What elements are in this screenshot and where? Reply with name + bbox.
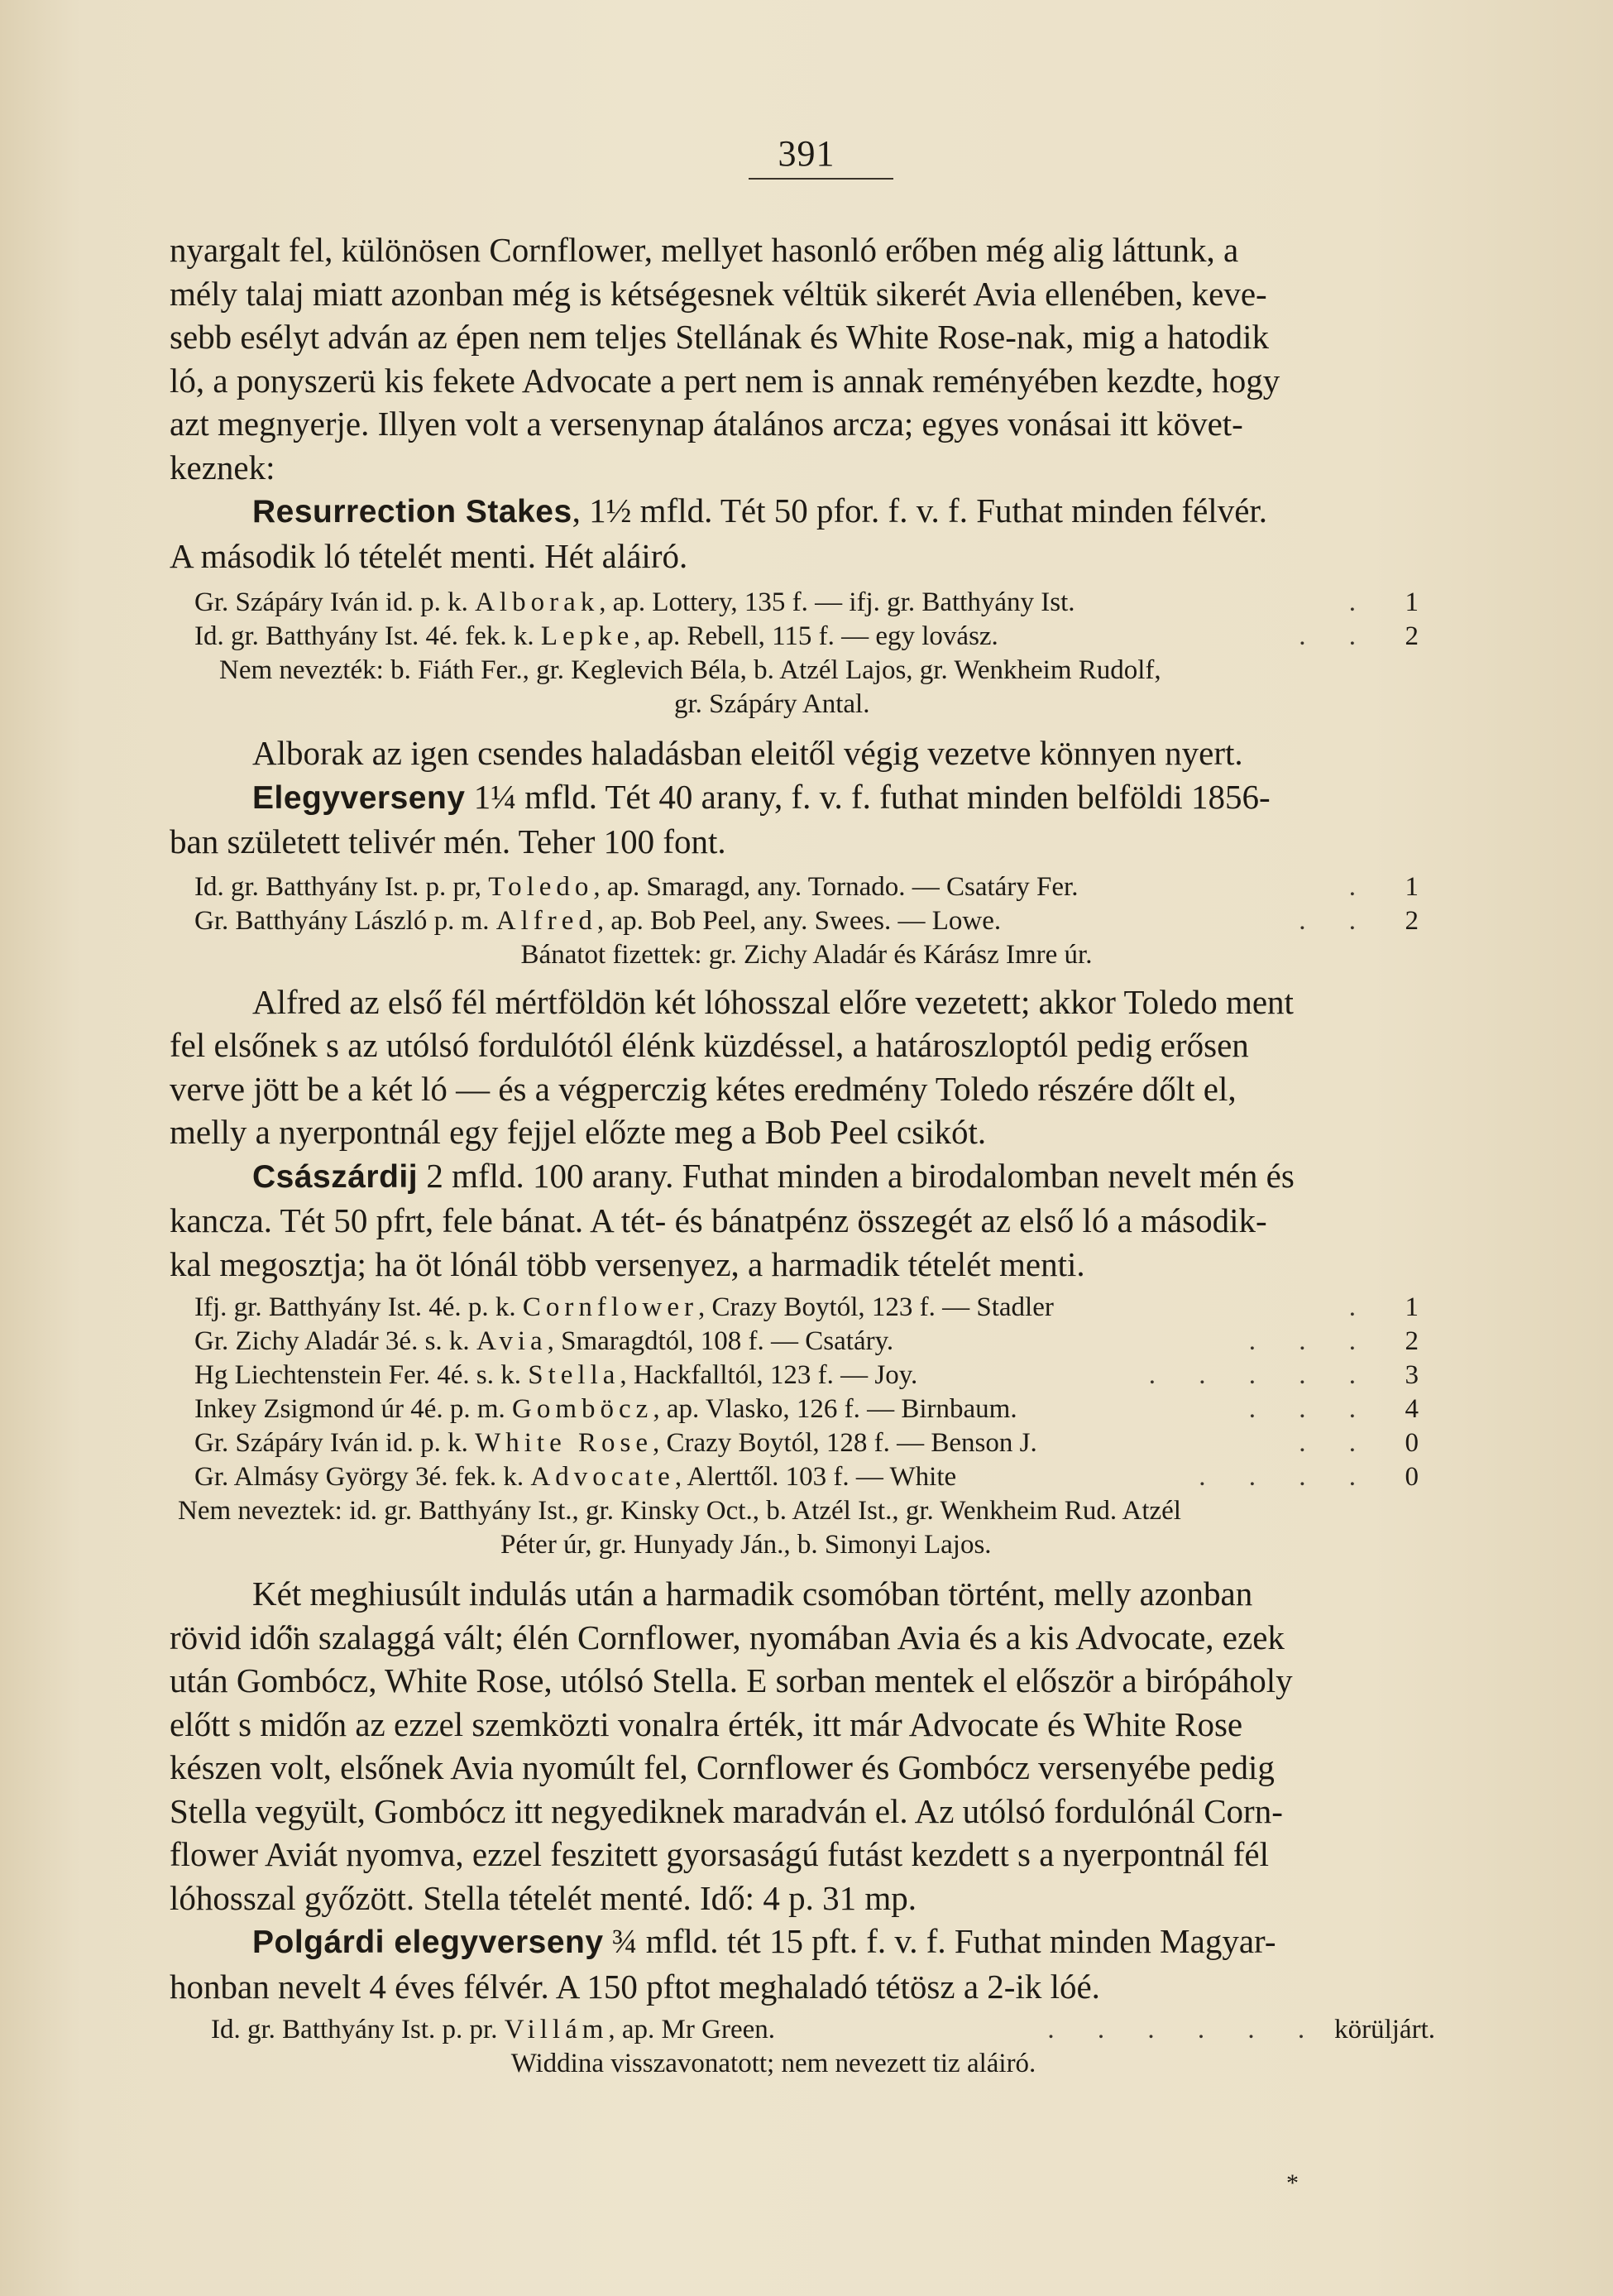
- horse-name: Toledo: [488, 871, 594, 902]
- owner: Id. gr. Batthyány Ist. p. pr,: [194, 871, 481, 902]
- results-list: [178, 1291, 1419, 1562]
- placing: 0: [1405, 1428, 1419, 1458]
- race-heading: [170, 1920, 1439, 1965]
- leader-dots: . . . . . .: [1047, 2015, 1323, 2044]
- text-line: flower Aviát nyomva, ezzel feszitett gyorsaságú futást kezdett s a nyerpontnál fél: [170, 1835, 1269, 1873]
- owner: Inkey Zsigmond úr 4é. p. m.: [194, 1394, 505, 1424]
- withdrawal-note: Widdina visszavonatott; nem nevezett tiz aláiró.: [510, 2049, 1036, 2078]
- race-heading: [170, 489, 1439, 534]
- race-summary: [170, 1572, 1439, 1920]
- horse-name: Lepke: [540, 621, 634, 651]
- page-number-rule: [749, 178, 893, 180]
- owner: Gr. Szápáry Iván id. p. k.: [194, 1428, 468, 1458]
- result-details: , Alerttől. 103 f. — White: [674, 1462, 957, 1492]
- race-conditions: , 1½ mfld. Tét 50 pfor. f. v. f. Futhat minden félvér.: [572, 491, 1268, 530]
- race-title: Elegyverseny: [252, 779, 466, 816]
- placing: 0: [1405, 1462, 1419, 1492]
- leader-dots: .: [1348, 871, 1374, 902]
- race-conditions-line: kal megosztja; ha öt lónál több versenyez, a harmadik tételét menti.: [170, 1244, 1085, 1283]
- result-row: [194, 1325, 1419, 1359]
- nominated-line: Nem nevezték: b. Fiáth Fer., gr. Keglevich Béla, b. Atzél Lajos, gr. Wenkheim Rudolf,: [219, 655, 1161, 685]
- race-conditions-line: honban nevelt 4 éves félvér. A 150 pftot meghaladó tétösz a 2-ik lóé.: [170, 1967, 1100, 2006]
- leader-dots: . .: [1299, 621, 1374, 651]
- text-line: sebb esélyt adván az épen nem teljes Stellának és White Rose-nak, mig a hatodik: [170, 318, 1270, 356]
- leader-dots: . . .: [1248, 1326, 1374, 1356]
- result-row: [194, 1426, 1419, 1460]
- text-line: ló, a ponyszerü kis fekete Advocate a pert nem is annak reményében kezdte, hogy: [170, 361, 1280, 400]
- result-details: , Smaragdtól, 108 f. — Csatáry.: [547, 1326, 894, 1356]
- race-title: Resurrection Stakes: [252, 494, 572, 530]
- owner: Id. gr. Batthyány Ist. 4é. fek. k.: [194, 621, 534, 651]
- result-details: , ap. Rebell, 115 f. — egy lovász.: [634, 621, 998, 651]
- race-csaszardij: [170, 1154, 1439, 1920]
- owner: Hg Liechtenstein Fer. 4é. s. k.: [194, 1360, 522, 1390]
- text-line: Alfred az első fél mértföldön két lóhosszal előre vezetett; akkor Toledo ment: [252, 982, 1294, 1021]
- result-row: [194, 620, 1419, 654]
- placing: 3: [1405, 1360, 1419, 1390]
- horse-name: Gomböcz: [512, 1394, 653, 1424]
- horse-name: Cornflower: [522, 1292, 698, 1322]
- horse-name: Avia: [476, 1326, 548, 1356]
- result-details: , Hackfalltól, 123 f. — Joy.: [620, 1360, 918, 1390]
- result-details: , ap. Mr Green.: [608, 2015, 775, 2044]
- race-summary: [170, 980, 1439, 1154]
- result-details: , ap. Smaragd, any. Tornado. — Csatáry Fer.: [593, 871, 1079, 902]
- text-line: keznek:: [170, 448, 275, 487]
- horse-name: Alborak: [475, 587, 600, 617]
- result-row: [194, 586, 1419, 620]
- owner: Gr. Batthyány László p. m.: [194, 905, 490, 936]
- text-line: verve jött be a két ló — és a végperczig kétes eredmény Toledo részére dőlt el,: [170, 1069, 1237, 1108]
- nominated-line: Nem neveztek: id. gr. Batthyány Ist., gr. Kinsky Oct., b. Atzél Ist., gr. Wenkheim Rud. Atzél: [178, 1496, 1181, 1526]
- result-row: [194, 1460, 1419, 1494]
- nominated-line: Péter úr, gr. Hunyady Ján., b. Simonyi Lajos.: [500, 1530, 992, 1560]
- result-row: [211, 2013, 1435, 2047]
- text-line: Stella vegyült, Gombócz itt negyediknek maradván el. Az utólsó fordulónál Corn-: [170, 1791, 1283, 1830]
- horse-name: Alfred: [495, 905, 597, 936]
- horse-name: White Rose: [475, 1428, 653, 1458]
- text-line: után Gombócz, White Rose, utólsó Stella. E sorban mentek el először a birópáholy: [170, 1661, 1293, 1699]
- race-conditions: 1¼ mfld. Tét 40 arany, f. v. f. futhat minden belföldi 1856-: [465, 777, 1271, 816]
- placing: 1: [1405, 871, 1419, 902]
- result-details: , ap. Lottery, 135 f. — ifj. gr. Batthyány Ist.: [599, 587, 1075, 617]
- horse-name: Villám: [504, 2015, 609, 2044]
- intro-paragraph: [170, 228, 1439, 489]
- owner: Ifj. gr. Batthyány Ist. 4é. p. k.: [194, 1292, 516, 1322]
- result-details: , ap. Bob Peel, any. Swees. — Lowe.: [596, 905, 1002, 936]
- text-line: lóhosszal győzött. Stella tételét menté. Idő: 4 p. 31 mp.: [170, 1878, 917, 1917]
- page-body: [170, 228, 1439, 2081]
- leader-dots: . . . .: [1199, 1462, 1374, 1492]
- leader-dots: . .: [1299, 905, 1374, 936]
- footer-mark: *: [1286, 2169, 1299, 2197]
- placing: 2: [1405, 621, 1419, 651]
- race-conditions-line: kancza. Tét 50 pfrt, fele bánat. A tét- és bánatpénz összegét az első ló a második-: [170, 1201, 1267, 1239]
- race-resurrection-stakes: [170, 489, 1439, 775]
- results-list: [194, 586, 1419, 721]
- results-list: [194, 870, 1419, 972]
- race-conditions-line: ban született telivér mén. Teher 100 font.: [170, 822, 726, 860]
- result-details: , Crazy Boytól, 123 f. — Stadler: [698, 1292, 1054, 1322]
- horse-name: Stella: [528, 1360, 620, 1390]
- placing: 4: [1405, 1394, 1419, 1424]
- text-line: nyargalt fel, különösen Cornflower, mellyet hasonló erőben még alig láttunk, a: [170, 231, 1239, 269]
- placing: körüljárt.: [1334, 2015, 1435, 2044]
- owner: Gr. Szápáry Iván id. p. k.: [194, 587, 468, 617]
- owner: Id. gr. Batthyány Ist. p. pr.: [211, 2015, 498, 2044]
- forfeit-line: Bánatot fizettek: gr. Zichy Aladár és Kárász Imre úr.: [520, 939, 1093, 970]
- result-row: [194, 1359, 1419, 1392]
- placing: 1: [1405, 587, 1419, 617]
- race-title: Császárdij: [252, 1158, 419, 1195]
- placing: 2: [1405, 1326, 1419, 1356]
- race-conditions: ¾ mfld. tét 15 pft. f. v. f. Futhat minden Magyar-: [603, 1922, 1276, 1960]
- nominated-line: gr. Szápáry Antal.: [674, 689, 870, 719]
- race-conditions-line: A második ló tételét menti. Hét aláiró.: [170, 536, 688, 575]
- owner: Gr. Almásy György 3é. fek. k.: [194, 1462, 524, 1492]
- result-details: , Crazy Boytól, 128 f. — Benson J.: [652, 1428, 1037, 1458]
- placing: 2: [1405, 905, 1419, 936]
- leader-dots: . .: [1299, 1428, 1374, 1458]
- results-list: [211, 2013, 1435, 2081]
- result-details: , ap. Vlasko, 126 f. — Birnbaum.: [653, 1394, 1017, 1424]
- leader-dots: . . .: [1248, 1394, 1374, 1424]
- race-heading: [170, 1154, 1439, 1200]
- text-line: fel elsőnek s az utólsó fordulótól élénk küzdéssel, a határoszloptól pedig erősen: [170, 1026, 1249, 1064]
- placing: 1: [1405, 1292, 1419, 1322]
- text-line: készen volt, elsőnek Avia nyomúlt fel, Cornflower és Gombócz versenyébe pedig: [170, 1748, 1275, 1786]
- result-row: [194, 1392, 1419, 1426]
- horse-name: Advocate: [530, 1462, 675, 1492]
- race-summary: Alborak az igen csendes haladásban eleitől végig vezetve könnyen nyert.: [252, 734, 1243, 772]
- race-heading: [170, 775, 1439, 821]
- race-title: Polgárdi elegyverseny: [252, 1925, 604, 1960]
- text-line: mély talaj miatt azonban még is kétségesnek véltük sikerét Avia ellenében, keve-: [170, 274, 1267, 313]
- text-line: előtt s midőn az ezzel szemközti vonalra érték, itt már Advocate és White Rose: [170, 1704, 1243, 1743]
- leader-dots: .: [1348, 1292, 1374, 1322]
- leader-dots: .: [1348, 587, 1374, 617]
- race-conditions: 2 mfld. 100 arany. Futhat minden a birodalomban nevelt mén és: [418, 1156, 1295, 1195]
- race-polgardi-elegyverseny: [170, 1920, 1439, 2081]
- race-elegyverseny: [170, 775, 1439, 1154]
- leader-dots: . . . . .: [1148, 1360, 1374, 1390]
- result-row: [194, 870, 1419, 904]
- result-row: [194, 904, 1419, 938]
- text-line: Két meghiusúlt indulás után a harmadik csomóban történt, melly azonban: [252, 1575, 1253, 1613]
- text-line: melly a nyerpontnál egy fejjel előzte meg a Bob Peel csikót.: [170, 1113, 987, 1151]
- result-row: [194, 1291, 1419, 1325]
- page-number: 391: [778, 133, 835, 174]
- owner: Gr. Zichy Aladár 3é. s. k.: [194, 1326, 470, 1356]
- text-line: rövid idő̈n szalaggá vált; élén Cornflower, nyomában Avia és a kis Advocate, ezek: [170, 1618, 1285, 1656]
- text-line: azt megnyerje. Illyen volt a versenynap átalános arcza; egyes vonásai itt követ-: [170, 405, 1243, 443]
